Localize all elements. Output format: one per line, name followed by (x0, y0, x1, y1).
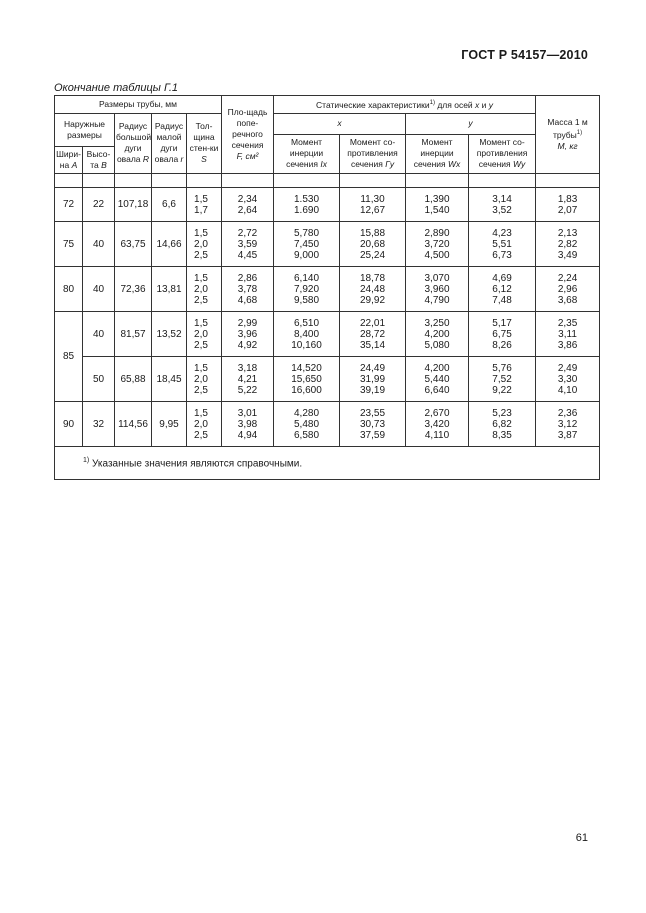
table-cell: 9,95 (152, 401, 187, 446)
table-cell: 1.530 1.690 (274, 187, 340, 221)
table-body (55, 173, 600, 479)
table-cell: 63,75 (115, 221, 152, 266)
table-cell: 6,140 7,920 9,580 (274, 266, 340, 311)
table-cell (55, 173, 83, 187)
table-cell: 1,5 2,0 2,5 (187, 221, 222, 266)
table-cell: 50 (83, 356, 115, 401)
table-cell (340, 173, 406, 187)
table-cell: 2,49 3,30 4,10 (536, 356, 600, 401)
table-cell: 2,24 2,96 3,68 (536, 266, 600, 311)
table-cell: 114,56 (115, 401, 152, 446)
table-cell: 11,30 12,67 (340, 187, 406, 221)
header-inertia-y: Момент инерции сечения Wx (406, 134, 469, 173)
header-inertia-x: Момент инерции сечения Ix (274, 134, 340, 173)
table-cell: 40 (83, 311, 115, 356)
table-cell: 18,78 24,48 29,92 (340, 266, 406, 311)
table-row (55, 221, 600, 266)
table-cell (83, 173, 115, 187)
table-cell: 2,890 3,720 4,500 (406, 221, 469, 266)
table-cell: 85 (55, 311, 83, 401)
table-row (55, 187, 600, 221)
table-cell: 5,17 6,75 8,26 (469, 311, 536, 356)
table-cell: 15,88 20,68 25,24 (340, 221, 406, 266)
table-cell: 3,14 3,52 (469, 187, 536, 221)
data-table (54, 95, 600, 480)
footnote-text: Указанные значения являются справочными. (92, 458, 303, 470)
header-mass: Масса 1 м трубы$^{1)}$ M, кг (536, 96, 600, 174)
table-cell: 22 (83, 187, 115, 221)
table-row (55, 356, 600, 401)
table-cell (406, 173, 469, 187)
table-cell: 72,36 (115, 266, 152, 311)
table-cell (115, 173, 152, 187)
table-cell: 14,520 15,650 16,600 (274, 356, 340, 401)
table-cell: 65,88 (115, 356, 152, 401)
page-number: 61 (575, 832, 588, 844)
table-cell: 6,6 (152, 187, 187, 221)
table-cell (222, 173, 274, 187)
table-cell: 22,01 28,72 35,14 (340, 311, 406, 356)
table-cell: 3,01 3,98 4,94 (222, 401, 274, 446)
table-cell: 1,390 1,540 (406, 187, 469, 221)
table-caption: Окончание таблицы Г.1 (54, 82, 178, 94)
header-resist-x: Момент со-противления сечения Гy (340, 134, 406, 173)
table-row (55, 311, 600, 356)
table-row (55, 266, 600, 311)
header-axis-y: y (406, 113, 536, 134)
header-pipe-dims: Размеры трубы, мм (55, 96, 222, 114)
header-static: Статические характеристики$^{1)}$ для осей x и y (274, 96, 536, 114)
table-cell: 4,200 5,440 6,640 (406, 356, 469, 401)
table-cell (536, 173, 600, 187)
table-cell: 5,23 6,82 8,35 (469, 401, 536, 446)
table-cell: 13,52 (152, 311, 187, 356)
table-cell: 81,57 (115, 311, 152, 356)
table-cell: 6,510 8,400 10,160 (274, 311, 340, 356)
table-cell: 72 (55, 187, 83, 221)
table-cell: 5,780 7,450 9,000 (274, 221, 340, 266)
table-cell: 1,5 2,0 2,5 (187, 356, 222, 401)
table-cell: 1,83 2,07 (536, 187, 600, 221)
table-cell: 3,18 4,21 5,22 (222, 356, 274, 401)
table-cell: 2,35 3,11 3,86 (536, 311, 600, 356)
table-cell: 2,86 3,78 4,68 (222, 266, 274, 311)
table-cell: 5,76 7,52 9,22 (469, 356, 536, 401)
header-resist-y: Момент со-противления сечения Wy (469, 134, 536, 173)
header-area: Пло-щадь попе-речного сечения F, см² (222, 96, 274, 174)
table-cell (274, 173, 340, 187)
table-cell: 2,36 3,12 3,87 (536, 401, 600, 446)
table-cell: 1,5 1,7 (187, 187, 222, 221)
table-cell (469, 173, 536, 187)
table-cell: 107,18 (115, 187, 152, 221)
table-footnote (55, 446, 600, 479)
table-cell: 40 (83, 266, 115, 311)
table-cell (187, 173, 222, 187)
table-cell: 1,5 2,0 2,5 (187, 401, 222, 446)
header-axis-x: x (274, 113, 406, 134)
table-cell: 2,670 3,420 4,110 (406, 401, 469, 446)
standard-number: ГОСТ Р 54157—2010 (461, 48, 588, 62)
table-cell: 2,99 3,96 4,92 (222, 311, 274, 356)
table-cell: 18,45 (152, 356, 187, 401)
table-cell (152, 173, 187, 187)
header-outer-dims: Наружные размеры (55, 113, 115, 146)
table-cell: 2,13 2,82 3,49 (536, 221, 600, 266)
table-cell: 4,280 5,480 6,580 (274, 401, 340, 446)
table-cell: 2,72 3,59 4,45 (222, 221, 274, 266)
table-cell: 90 (55, 401, 83, 446)
table-cell: 3,250 4,200 5,080 (406, 311, 469, 356)
header-r-small: Радиус малой дуги овала r (152, 113, 187, 173)
table-cell: 3,070 3,960 4,790 (406, 266, 469, 311)
table-cell: 1,5 2,0 2,5 (187, 266, 222, 311)
header-r-big: Радиус большой дуги овала R (115, 113, 152, 173)
table-cell: 14,66 (152, 221, 187, 266)
table-cell: 40 (83, 221, 115, 266)
footnote-mark: 1) (83, 456, 90, 464)
table-cell: 4,23 5,51 6,73 (469, 221, 536, 266)
table-cell: 13,81 (152, 266, 187, 311)
table-row (55, 401, 600, 446)
table-cell: 32 (83, 401, 115, 446)
header-width: Шири-на A (55, 146, 83, 173)
table-cell: 2,34 2,64 (222, 187, 274, 221)
table-cell: 1,5 2,0 2,5 (187, 311, 222, 356)
header-height: Высо-та B (83, 146, 115, 173)
table-cell: 24,49 31,99 39,19 (340, 356, 406, 401)
table-cell: 23,55 30,73 37,59 (340, 401, 406, 446)
header-thickness: Тол-щина стен-ки S (187, 113, 222, 173)
table-cell: 80 (55, 266, 83, 311)
table-cell: 4,69 6,12 7,48 (469, 266, 536, 311)
table-cell: 75 (55, 221, 83, 266)
